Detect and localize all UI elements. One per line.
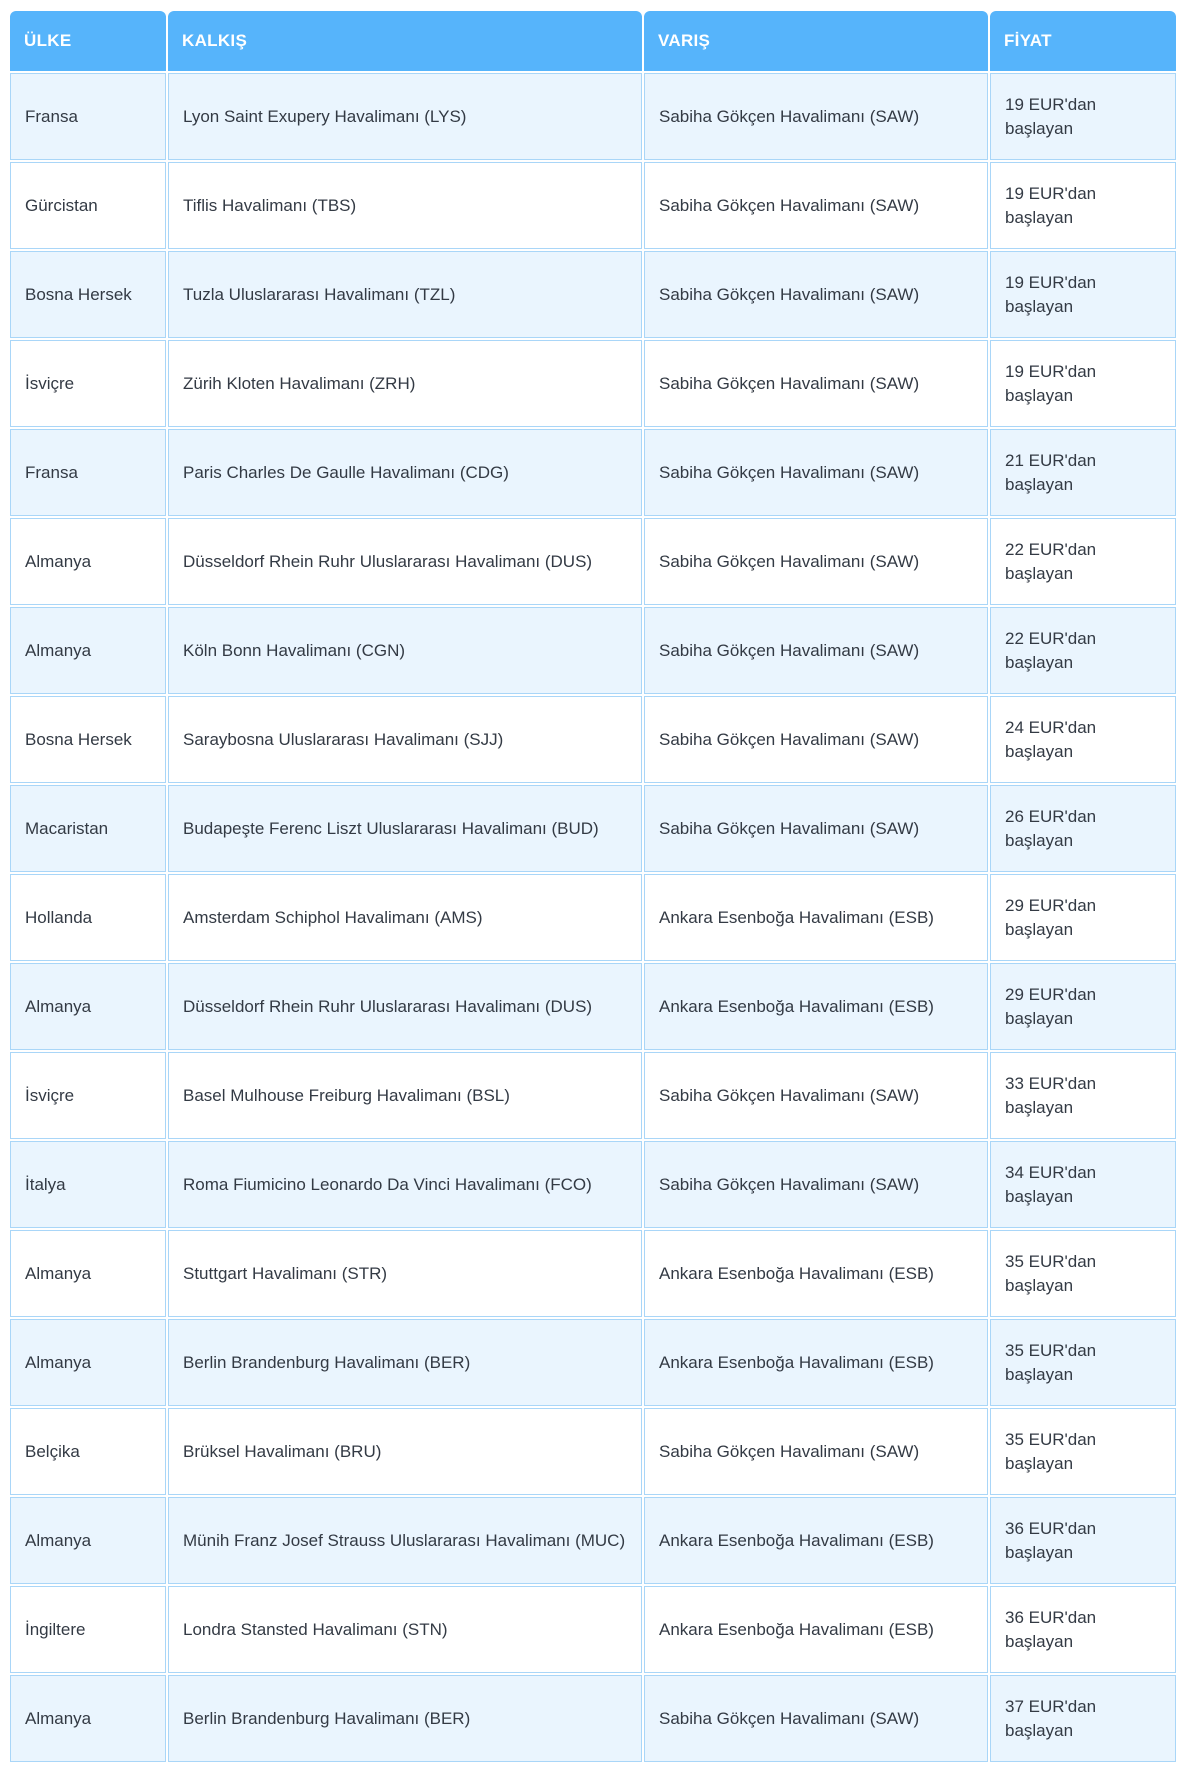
cell-departure: Tuzla Uluslararası Havalimanı (TZL) bbox=[168, 251, 642, 338]
price-suffix: başlayan bbox=[1005, 1364, 1074, 1384]
cell-arrival: Sabiha Gökçen Havalimanı (SAW) bbox=[644, 340, 988, 427]
cell-country: İsviçre bbox=[10, 340, 166, 427]
price-suffix: başlayan bbox=[1005, 1542, 1074, 1562]
table-row bbox=[10, 1230, 1176, 1317]
header-country: ÜLKE bbox=[10, 11, 166, 71]
cell-price bbox=[990, 1319, 1176, 1406]
cell-price bbox=[990, 963, 1176, 1050]
price-amount: 22 EUR'dan bbox=[1005, 539, 1097, 559]
cell-arrival: Sabiha Gökçen Havalimanı (SAW) bbox=[644, 607, 988, 694]
table-row bbox=[10, 1586, 1176, 1673]
flight-price-table-container bbox=[8, 9, 1176, 1764]
cell-price bbox=[990, 251, 1176, 338]
cell-price bbox=[990, 162, 1176, 249]
cell-arrival: Ankara Esenboğa Havalimanı (ESB) bbox=[644, 874, 988, 961]
cell-price bbox=[990, 1497, 1176, 1584]
price-amount: 24 EUR'dan bbox=[1005, 717, 1097, 737]
table-body bbox=[10, 73, 1176, 1762]
cell-departure: Köln Bonn Havalimanı (CGN) bbox=[168, 607, 642, 694]
flight-price-table bbox=[8, 9, 1178, 1764]
price-amount: 35 EUR'dan bbox=[1005, 1429, 1097, 1449]
cell-arrival: Sabiha Gökçen Havalimanı (SAW) bbox=[644, 162, 988, 249]
cell-price bbox=[990, 1141, 1176, 1228]
table-row bbox=[10, 607, 1176, 694]
cell-country: Almanya bbox=[10, 607, 166, 694]
cell-country: Belçika bbox=[10, 1408, 166, 1495]
price-amount: 36 EUR'dan bbox=[1005, 1607, 1097, 1627]
cell-country: Bosna Hersek bbox=[10, 251, 166, 338]
table-row bbox=[10, 162, 1176, 249]
cell-arrival: Sabiha Gökçen Havalimanı (SAW) bbox=[644, 1675, 988, 1762]
price-amount: 34 EUR'dan bbox=[1005, 1162, 1097, 1182]
cell-departure: Brüksel Havalimanı (BRU) bbox=[168, 1408, 642, 1495]
cell-departure: Düsseldorf Rhein Ruhr Uluslararası Havalimanı (DUS) bbox=[168, 518, 642, 605]
cell-arrival: Sabiha Gökçen Havalimanı (SAW) bbox=[644, 696, 988, 783]
price-suffix: başlayan bbox=[1005, 919, 1074, 939]
price-amount: 29 EUR'dan bbox=[1005, 984, 1097, 1004]
price-suffix: başlayan bbox=[1005, 652, 1074, 672]
table-row bbox=[10, 518, 1176, 605]
price-amount: 36 EUR'dan bbox=[1005, 1518, 1097, 1538]
cell-arrival: Sabiha Gökçen Havalimanı (SAW) bbox=[644, 429, 988, 516]
table-row bbox=[10, 963, 1176, 1050]
cell-departure: Londra Stansted Havalimanı (STN) bbox=[168, 1586, 642, 1673]
header-price: FİYAT bbox=[990, 11, 1176, 71]
cell-country: Hollanda bbox=[10, 874, 166, 961]
cell-country: Gürcistan bbox=[10, 162, 166, 249]
table-row bbox=[10, 874, 1176, 961]
cell-arrival: Sabiha Gökçen Havalimanı (SAW) bbox=[644, 251, 988, 338]
price-suffix: başlayan bbox=[1005, 563, 1074, 583]
cell-price bbox=[990, 518, 1176, 605]
table-row bbox=[10, 73, 1176, 160]
cell-departure: Amsterdam Schiphol Havalimanı (AMS) bbox=[168, 874, 642, 961]
cell-country: Almanya bbox=[10, 963, 166, 1050]
cell-departure: Budapeşte Ferenc Liszt Uluslararası Havalimanı (BUD) bbox=[168, 785, 642, 872]
cell-arrival: Ankara Esenboğa Havalimanı (ESB) bbox=[644, 1230, 988, 1317]
cell-arrival: Ankara Esenboğa Havalimanı (ESB) bbox=[644, 1319, 988, 1406]
cell-country: Almanya bbox=[10, 1230, 166, 1317]
cell-country: İngiltere bbox=[10, 1586, 166, 1673]
cell-price bbox=[990, 1052, 1176, 1139]
cell-departure: Saraybosna Uluslararası Havalimanı (SJJ) bbox=[168, 696, 642, 783]
cell-arrival: Sabiha Gökçen Havalimanı (SAW) bbox=[644, 518, 988, 605]
cell-departure: Berlin Brandenburg Havalimanı (BER) bbox=[168, 1319, 642, 1406]
cell-country: Fransa bbox=[10, 73, 166, 160]
cell-price bbox=[990, 1408, 1176, 1495]
cell-country: İsviçre bbox=[10, 1052, 166, 1139]
table-row bbox=[10, 1141, 1176, 1228]
cell-arrival: Sabiha Gökçen Havalimanı (SAW) bbox=[644, 785, 988, 872]
cell-country: Macaristan bbox=[10, 785, 166, 872]
price-amount: 19 EUR'dan bbox=[1005, 183, 1097, 203]
cell-departure: Roma Fiumicino Leonardo Da Vinci Havalimanı (FCO) bbox=[168, 1141, 642, 1228]
table-row bbox=[10, 251, 1176, 338]
price-suffix: başlayan bbox=[1005, 296, 1074, 316]
table-row bbox=[10, 1675, 1176, 1762]
cell-departure: Basel Mulhouse Freiburg Havalimanı (BSL) bbox=[168, 1052, 642, 1139]
price-amount: 21 EUR'dan bbox=[1005, 450, 1097, 470]
cell-country: Almanya bbox=[10, 1319, 166, 1406]
table-row bbox=[10, 1319, 1176, 1406]
cell-price bbox=[990, 1675, 1176, 1762]
cell-arrival: Ankara Esenboğa Havalimanı (ESB) bbox=[644, 1497, 988, 1584]
price-suffix: başlayan bbox=[1005, 830, 1074, 850]
price-suffix: başlayan bbox=[1005, 1097, 1074, 1117]
cell-departure: Münih Franz Josef Strauss Uluslararası Havalimanı (MUC) bbox=[168, 1497, 642, 1584]
price-amount: 37 EUR'dan bbox=[1005, 1696, 1097, 1716]
cell-country: Fransa bbox=[10, 429, 166, 516]
price-amount: 19 EUR'dan bbox=[1005, 94, 1097, 114]
price-amount: 29 EUR'dan bbox=[1005, 895, 1097, 915]
cell-country: İtalya bbox=[10, 1141, 166, 1228]
price-suffix: başlayan bbox=[1005, 207, 1074, 227]
price-suffix: başlayan bbox=[1005, 741, 1074, 761]
price-amount: 35 EUR'dan bbox=[1005, 1340, 1097, 1360]
cell-departure: Paris Charles De Gaulle Havalimanı (CDG) bbox=[168, 429, 642, 516]
price-suffix: başlayan bbox=[1005, 1453, 1074, 1473]
cell-arrival: Sabiha Gökçen Havalimanı (SAW) bbox=[644, 73, 988, 160]
price-suffix: başlayan bbox=[1005, 1186, 1074, 1206]
price-suffix: başlayan bbox=[1005, 118, 1074, 138]
table-header-row bbox=[10, 11, 1176, 71]
cell-departure: Stuttgart Havalimanı (STR) bbox=[168, 1230, 642, 1317]
table-row bbox=[10, 340, 1176, 427]
cell-departure: Düsseldorf Rhein Ruhr Uluslararası Havalimanı (DUS) bbox=[168, 963, 642, 1050]
price-suffix: başlayan bbox=[1005, 1008, 1074, 1028]
cell-country: Almanya bbox=[10, 1675, 166, 1762]
table-row bbox=[10, 1052, 1176, 1139]
table-row bbox=[10, 429, 1176, 516]
cell-departure: Lyon Saint Exupery Havalimanı (LYS) bbox=[168, 73, 642, 160]
price-amount: 33 EUR'dan bbox=[1005, 1073, 1097, 1093]
cell-price bbox=[990, 874, 1176, 961]
table-row bbox=[10, 1408, 1176, 1495]
cell-arrival: Ankara Esenboğa Havalimanı (ESB) bbox=[644, 1586, 988, 1673]
header-arrival: VARIŞ bbox=[644, 11, 988, 71]
cell-country: Almanya bbox=[10, 1497, 166, 1584]
price-suffix: başlayan bbox=[1005, 1720, 1074, 1740]
table-row bbox=[10, 696, 1176, 783]
cell-departure: Berlin Brandenburg Havalimanı (BER) bbox=[168, 1675, 642, 1762]
cell-price bbox=[990, 340, 1176, 427]
cell-arrival: Sabiha Gökçen Havalimanı (SAW) bbox=[644, 1141, 988, 1228]
price-amount: 19 EUR'dan bbox=[1005, 361, 1097, 381]
price-amount: 35 EUR'dan bbox=[1005, 1251, 1097, 1271]
cell-departure: Zürih Kloten Havalimanı (ZRH) bbox=[168, 340, 642, 427]
price-suffix: başlayan bbox=[1005, 385, 1074, 405]
cell-arrival: Ankara Esenboğa Havalimanı (ESB) bbox=[644, 963, 988, 1050]
table-row bbox=[10, 785, 1176, 872]
cell-departure: Tiflis Havalimanı (TBS) bbox=[168, 162, 642, 249]
price-suffix: başlayan bbox=[1005, 474, 1074, 494]
price-amount: 19 EUR'dan bbox=[1005, 272, 1097, 292]
cell-price bbox=[990, 696, 1176, 783]
price-amount: 26 EUR'dan bbox=[1005, 806, 1097, 826]
table-row bbox=[10, 1497, 1176, 1584]
cell-country: Bosna Hersek bbox=[10, 696, 166, 783]
cell-arrival: Sabiha Gökçen Havalimanı (SAW) bbox=[644, 1052, 988, 1139]
cell-price bbox=[990, 607, 1176, 694]
cell-price bbox=[990, 73, 1176, 160]
cell-price bbox=[990, 785, 1176, 872]
cell-country: Almanya bbox=[10, 518, 166, 605]
cell-price bbox=[990, 1586, 1176, 1673]
price-suffix: başlayan bbox=[1005, 1631, 1074, 1651]
price-suffix: başlayan bbox=[1005, 1275, 1074, 1295]
cell-arrival: Sabiha Gökçen Havalimanı (SAW) bbox=[644, 1408, 988, 1495]
price-amount: 22 EUR'dan bbox=[1005, 628, 1097, 648]
cell-price bbox=[990, 429, 1176, 516]
cell-price bbox=[990, 1230, 1176, 1317]
header-departure: KALKIŞ bbox=[168, 11, 642, 71]
